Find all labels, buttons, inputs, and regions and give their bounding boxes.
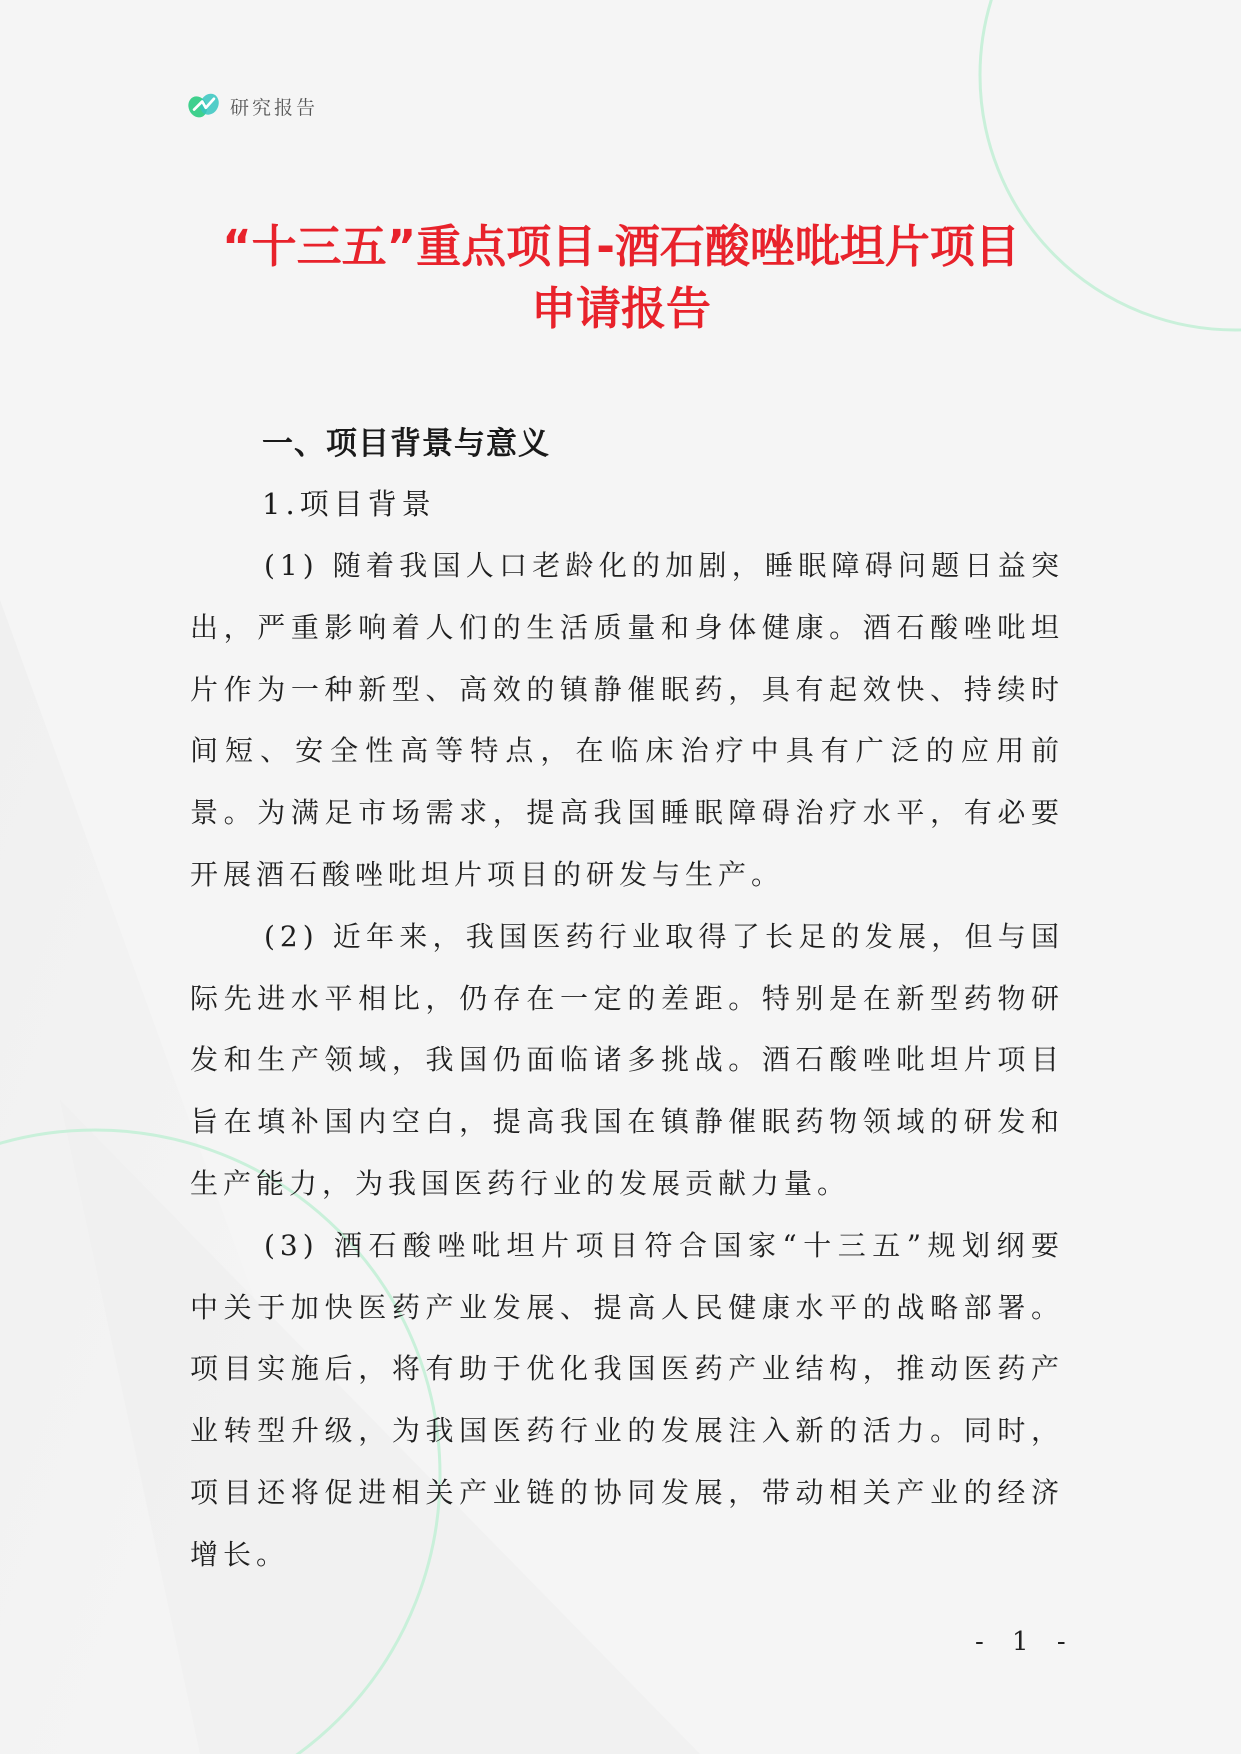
body-text <box>190 535 1064 1586</box>
paragraph-1: (1) 随着我国人口老龄化的加剧，睡眠障碍问题日益突出，严重影响着人们的生活质量和身体健康。酒石酸唑吡坦片作为一种新型、高效的镇静催眠药，具有起效快、持续时间短、安全性高等特点，在临床治疗中具有广泛的应用前景。为满足市场需求，提高我国睡眠障碍治疗水平，有必要开展酒石酸唑吡坦片项目的研发与生产。 <box>190 549 1064 891</box>
section-heading: 一、项目背景与意义 <box>262 426 550 462</box>
paragraph-2: (2) 近年来，我国医药行业取得了长足的发展，但与国际先进水平相比，仍存在一定的差距。特别是在新型药物研发和生产领域，我国仍面临诸多挑战。酒石酸唑吡坦片项目旨在填补国内空白，提高我国在镇静催眠药物领域的研发和生产能力，为我国医药行业的发展贡献力量。 <box>190 919 1064 1200</box>
paragraph-3: (3) 酒石酸唑吡坦片项目符合国家“十三五”规划纲要中关于加快医药产业发展、提高人民健康水平的战略部署。项目实施后，将有助于优化我国医药产业结构，推动医药产业转型升级，为我国医药行业的发展注入新的活力。同时，项目还将促进相关产业链的协同发展，带动相关产业的经济增长。 <box>190 1228 1064 1571</box>
subsection-heading: 1.项目背景 <box>262 487 436 521</box>
header-label: 研究报告 <box>230 96 319 119</box>
brand-logo-icon <box>186 88 222 124</box>
title-line-1: “十三五”重点项目-酒石酸唑吡坦片项目 <box>222 220 1020 273</box>
page-number: - 1 - <box>975 1627 1076 1657</box>
title-line-2: 申请报告 <box>530 282 711 335</box>
page-header <box>186 88 318 124</box>
document-title <box>186 216 1056 340</box>
